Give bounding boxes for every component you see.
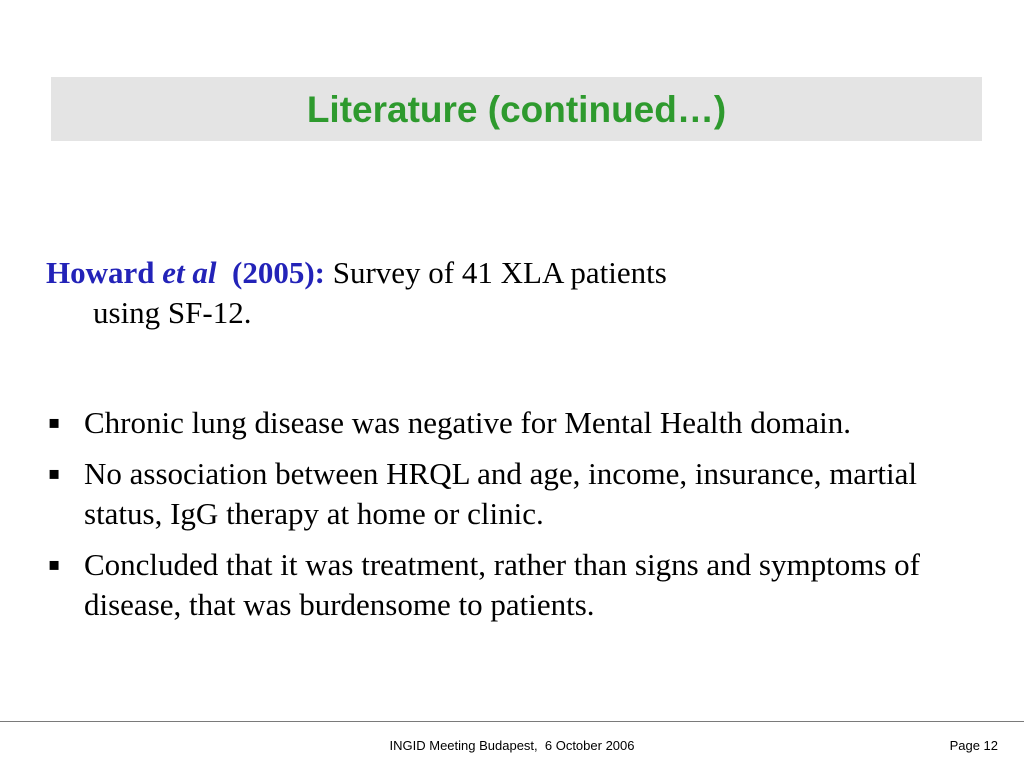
slide-title: Literature (continued…)	[306, 88, 727, 130]
intro-text-line1: Survey of 41 XLA patients	[324, 255, 667, 290]
intro-text-line2: using SF-12.	[93, 295, 252, 330]
footer-page-number: Page 12	[949, 738, 998, 753]
bullet-item	[46, 403, 981, 443]
intro-author	[46, 255, 217, 290]
bullet-list	[46, 403, 981, 636]
footer-divider	[0, 721, 1024, 722]
title-bar	[51, 77, 982, 141]
intro-etal: et al	[162, 255, 217, 290]
bullet-text: Chronic lung disease was negative for Mental Health domain.	[84, 405, 852, 440]
bullet-text: No association between HRQL and age, income, insurance, martial status, IgG therapy at home or clinic.	[84, 456, 917, 531]
intro-author-name: Howard	[46, 255, 163, 290]
square-bullet-icon: ▪	[48, 412, 61, 433]
bullet-item	[46, 454, 981, 534]
intro-year: (2005):	[216, 255, 325, 290]
square-bullet-icon: ▪	[48, 554, 61, 575]
intro-paragraph	[46, 253, 946, 333]
bullet-text: Concluded that it was treatment, rather than signs and symptoms of disease, that was burdensome to patients.	[84, 547, 920, 622]
square-bullet-icon: ▪	[48, 463, 61, 484]
footer-meeting-info: INGID Meeting Budapest, 6 October 2006	[389, 738, 635, 753]
bullet-item	[46, 545, 981, 625]
